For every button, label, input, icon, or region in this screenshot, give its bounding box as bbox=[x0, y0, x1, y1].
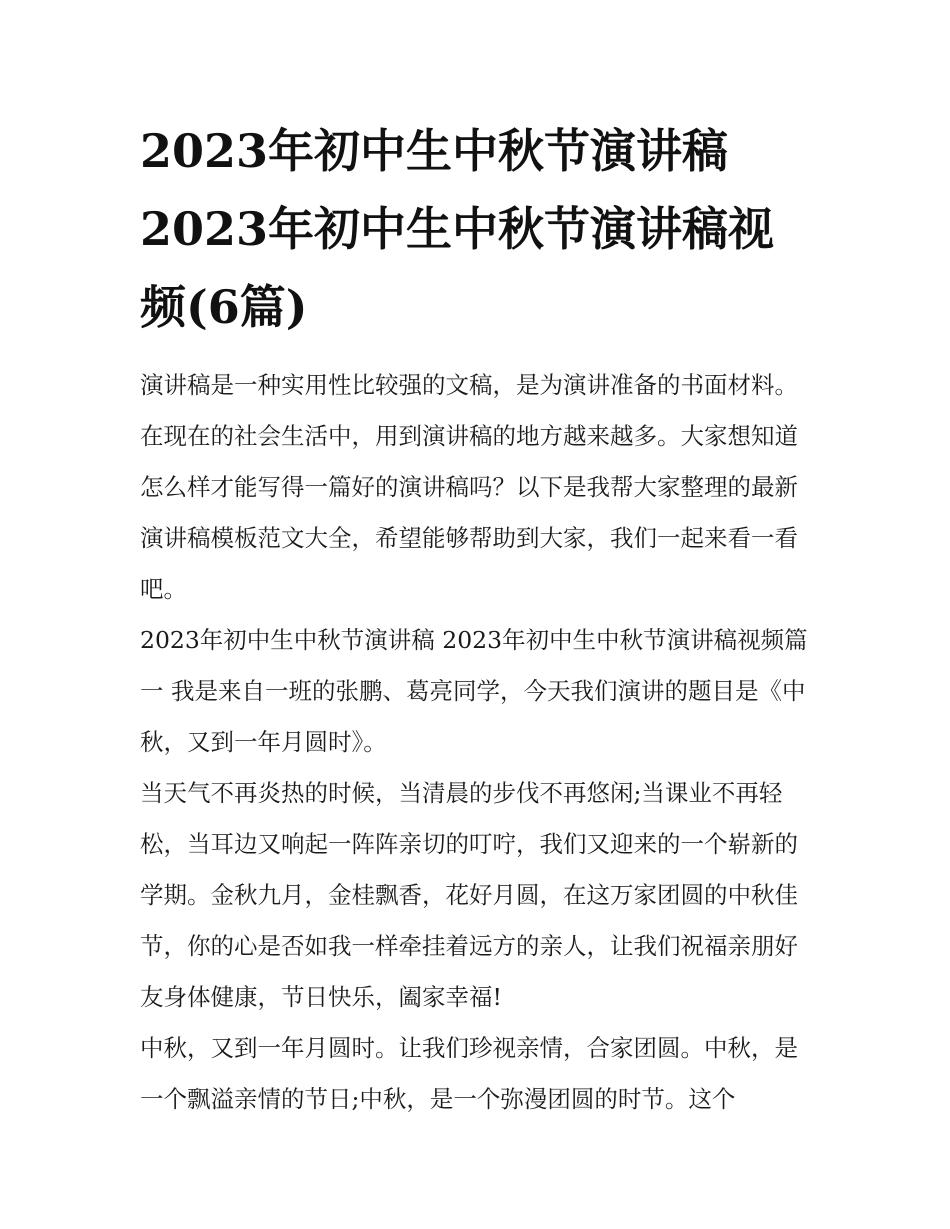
paragraph-reunion: 中秋，又到一年月圆时。让我们珍视亲情，合家团圆。中秋，是一个飘溢亲情的节日;中秋，是一个弥漫团圆的时节。这个 bbox=[140, 1034, 798, 1113]
document-content bbox=[140, 112, 812, 1125]
paragraph-autumn: 当天气不再炎热的时候，当清晨的步伐不再悠闲;当课业不再轻松，当耳边又响起一阵阵亲切的叮咛，我们又迎来的一个崭新的学期。金秋九月，金桂飘香，花好月圆，在这万家团圆的中秋佳节，你的心是否如我一样牵挂着远方的亲人，让我们祝福亲朋好友身体健康，节日快乐，阖家幸福! bbox=[140, 779, 798, 1011]
document-body bbox=[140, 360, 812, 1125]
paragraph-intro: 演讲稿是一种实用性比较强的文稿，是为演讲准备的书面材料。在现在的社会生活中，用到演讲稿的地方越来越多。大家想知道怎么样才能写得一篇好的演讲稿吗？以下是我帮大家整理的最新演讲稿模板范文大全，希望能够帮助到大家，我们一起来看一看吧。 bbox=[140, 371, 798, 603]
paragraph-speech-heading: 2023年初中生中秋节演讲稿 2023年初中生中秋节演讲稿视频篇一 我是来自一班的张鹏、葛亮同学，今天我们演讲的题目是《中秋，又到一年月圆时》。 bbox=[140, 626, 808, 756]
document-title: 2023年初中生中秋节演讲稿 2023年初中生中秋节演讲稿视频(6篇) bbox=[140, 124, 775, 334]
